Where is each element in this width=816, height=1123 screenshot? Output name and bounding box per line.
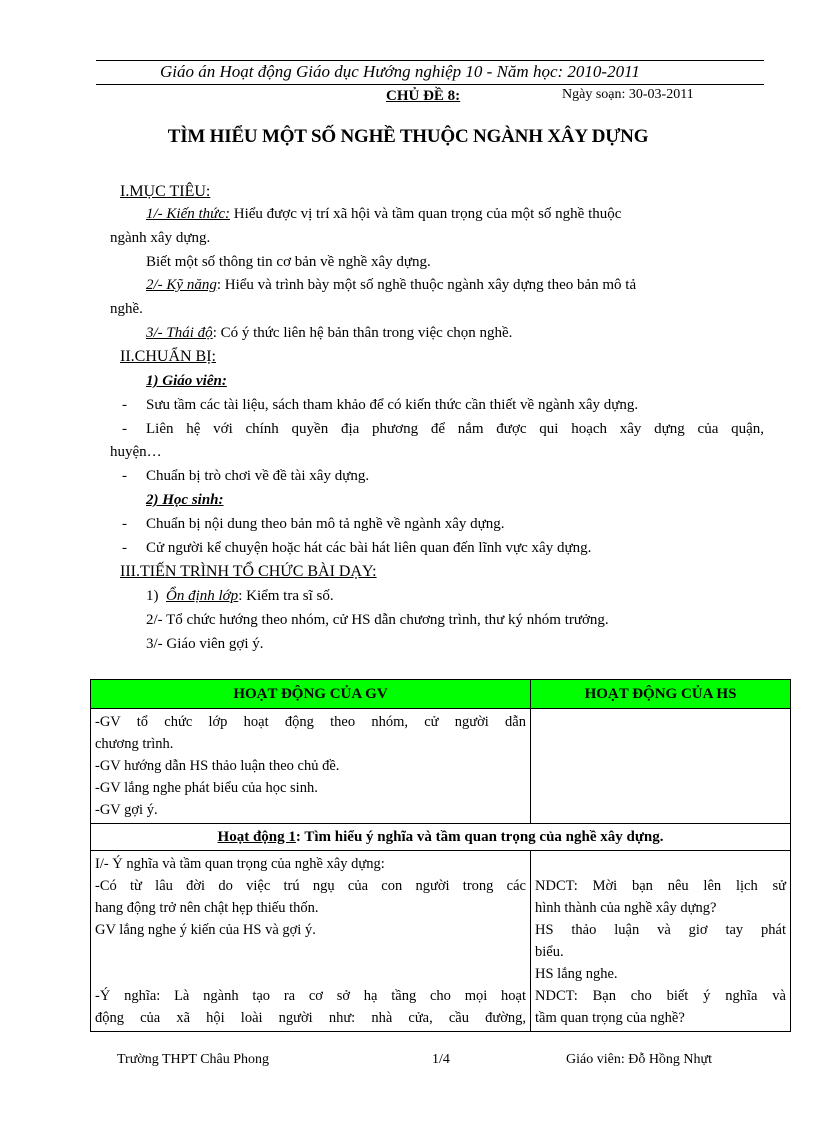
row1-gv-line: -GV hướng dẫn HS thảo luận theo chủ đề. — [95, 758, 340, 774]
activity-1-text: : Tìm hiểu ý nghĩa và tầm quan trọng của nghề xây dựng. — [295, 829, 664, 845]
topic-label: CHỦ ĐỀ 8: — [386, 88, 461, 104]
row1-gv-line: -GV gợi ý. — [95, 802, 158, 818]
step-2: 2/- Tổ chức hướng theo nhóm, cử HS dẫn chương trình, thư ký nhóm trưởng. — [146, 612, 609, 628]
teacher-item-3: Chuẩn bị trò chơi về đề tài xây dựng. — [146, 468, 370, 484]
teacher-item-1: Sưu tầm các tài liệu, sách tham khảo để có kiến thức cần thiết về ngành xây dựng. — [146, 397, 639, 413]
teacher-bullet-dash: - — [122, 397, 127, 413]
activity-1-row — [91, 824, 791, 851]
step-1-text: : Kiểm tra sĩ số. — [238, 588, 334, 604]
activity-1-cell — [91, 824, 791, 851]
attitude-text: : Có ý thức liên hệ bản thân trong việc chọn nghề. — [212, 325, 513, 341]
page-title: TÌM HIỂU MỘT SỐ NGHỀ THUỘC NGÀNH XÂY DỰNG — [167, 126, 649, 147]
footer-page-number: 1/4 — [432, 1052, 450, 1067]
prep-date: Ngày soạn: 30-03-2011 — [562, 87, 694, 102]
attitude-label: 3/- Thái độ — [146, 325, 213, 341]
row1-hs-cell — [531, 709, 791, 824]
row2-hs-line: NDCT: Bạn cho biết ý nghĩa và — [535, 988, 786, 1004]
row2-gv-spacer — [95, 941, 526, 963]
knowledge-text-2: ngành xây dựng. — [110, 230, 211, 246]
footer-school: Trường THPT Châu Phong — [117, 1052, 270, 1067]
teacher-item-2: Liên hệ với chính quyền địa phương để nắm được qui hoạch xây dựng của quận, — [146, 421, 764, 437]
student-label-text: 2) Học sinh: — [146, 492, 224, 508]
table-header-row — [91, 680, 791, 709]
table-row — [91, 851, 791, 1032]
teacher-item-2-cont: huyện… — [110, 444, 162, 460]
student-item-1: Chuẩn bị nội dung theo bản mô tả nghề về ngành xây dựng. — [146, 516, 505, 532]
step-1-label: Ổn định lớp — [166, 588, 239, 604]
row2-gv-line: I/- Ý nghĩa và tầm quan trọng của nghề xây dựng: — [95, 856, 385, 872]
col-hs-header: HOẠT ĐỘNG CỦA HS — [531, 680, 791, 709]
row2-gv-line: -Có từ lâu đời do việc trú ngụ của con người trong các — [95, 878, 526, 894]
teacher-label-text: 1) Giáo viên: — [146, 373, 227, 389]
skills-text-1: : Hiểu và trình bày một số nghề thuộc ngành xây dựng theo bản mô tả — [216, 277, 637, 293]
activity-table — [90, 679, 791, 1032]
table-row — [91, 709, 791, 824]
student-item-2: Cử người kể chuyện hoặc hát các bài hát liên quan đến lĩnh vực xây dựng. — [146, 540, 592, 556]
header-title: Giáo án Hoạt động Giáo dục Hướng nghiệp 10 - Năm học: 2010-2011 — [160, 62, 640, 81]
row2-hs-line: NDCT: Mời bạn nêu lên lịch sử — [535, 878, 786, 894]
row1-gv-line: -GV tổ chức lớp hoạt động theo nhóm, cử người dẫn — [95, 714, 526, 730]
row2-gv-line: hang động trở nên chật hẹp thiếu thốn. — [95, 900, 319, 916]
skills-label: 2/- Kỹ năng — [146, 277, 217, 293]
section-preparation-heading: II.CHUẨN BỊ: — [120, 348, 216, 365]
teacher-bullet-dash: - — [122, 468, 127, 484]
step-3: 3/- Giáo viên gợi ý. — [146, 636, 264, 652]
skills-line — [146, 277, 636, 294]
header-bottom-rule — [96, 84, 764, 85]
step-1 — [146, 588, 334, 605]
step-1-num: 1) — [146, 588, 159, 604]
teacher-label — [146, 373, 227, 390]
row2-gv-cell — [91, 851, 531, 1032]
student-label — [146, 492, 224, 509]
col-gv-header: HOẠT ĐỘNG CỦA GV — [91, 680, 531, 709]
activity-1-label: Hoạt động 1 — [217, 829, 296, 845]
row2-gv-spacer — [95, 963, 526, 985]
row2-hs-line: tầm quan trọng của nghề? — [535, 1010, 685, 1026]
row2-gv-line: -Ý nghĩa: Là ngành tạo ra cơ sở hạ tầng cho mọi hoạt — [95, 988, 526, 1004]
knowledge-text-1: Hiểu được vị trí xã hội và tầm quan trọng của một số nghề thuộc — [230, 206, 622, 222]
row2-hs-line: HS thảo luận và giơ tay phát — [535, 922, 786, 938]
section-process-heading: III.TIẾN TRÌNH TỔ CHỨC BÀI DẠY: — [120, 563, 377, 580]
row2-hs-spacer — [535, 853, 786, 875]
footer-teacher: Giáo viên: Đỗ Hồng Nhựt — [566, 1052, 713, 1067]
section-objectives-heading: I.MỤC TIÊU: — [120, 183, 211, 200]
row2-hs-line: hình thành của nghề xây dựng? — [535, 900, 717, 916]
row1-gv-line: chương trình. — [95, 736, 174, 752]
header-top-rule — [96, 60, 764, 61]
row2-gv-line: GV lắng nghe ý kiến của HS và gợi ý. — [95, 922, 316, 938]
row2-hs-line: HS lắng nghe. — [535, 966, 618, 982]
row2-hs-cell — [531, 851, 791, 1032]
skills-text-2: nghề. — [110, 301, 143, 317]
row2-gv-line: động của xã hội loài người như: nhà cửa, cầu đường, — [95, 1010, 526, 1026]
row1-gv-cell — [91, 709, 531, 824]
knowledge-text-3: Biết một số thông tin cơ bản về nghề xây dựng. — [146, 254, 431, 270]
row1-gv-line: -GV lắng nghe phát biểu của học sinh. — [95, 780, 318, 796]
knowledge-line — [146, 206, 621, 223]
knowledge-label: 1/- Kiến thức: — [146, 206, 230, 222]
attitude-line — [146, 325, 512, 342]
student-bullet-dash: - — [122, 540, 127, 556]
row2-hs-line: biểu. — [535, 944, 564, 960]
student-bullet-dash: - — [122, 516, 127, 532]
teacher-bullet-dash: - — [122, 421, 127, 437]
